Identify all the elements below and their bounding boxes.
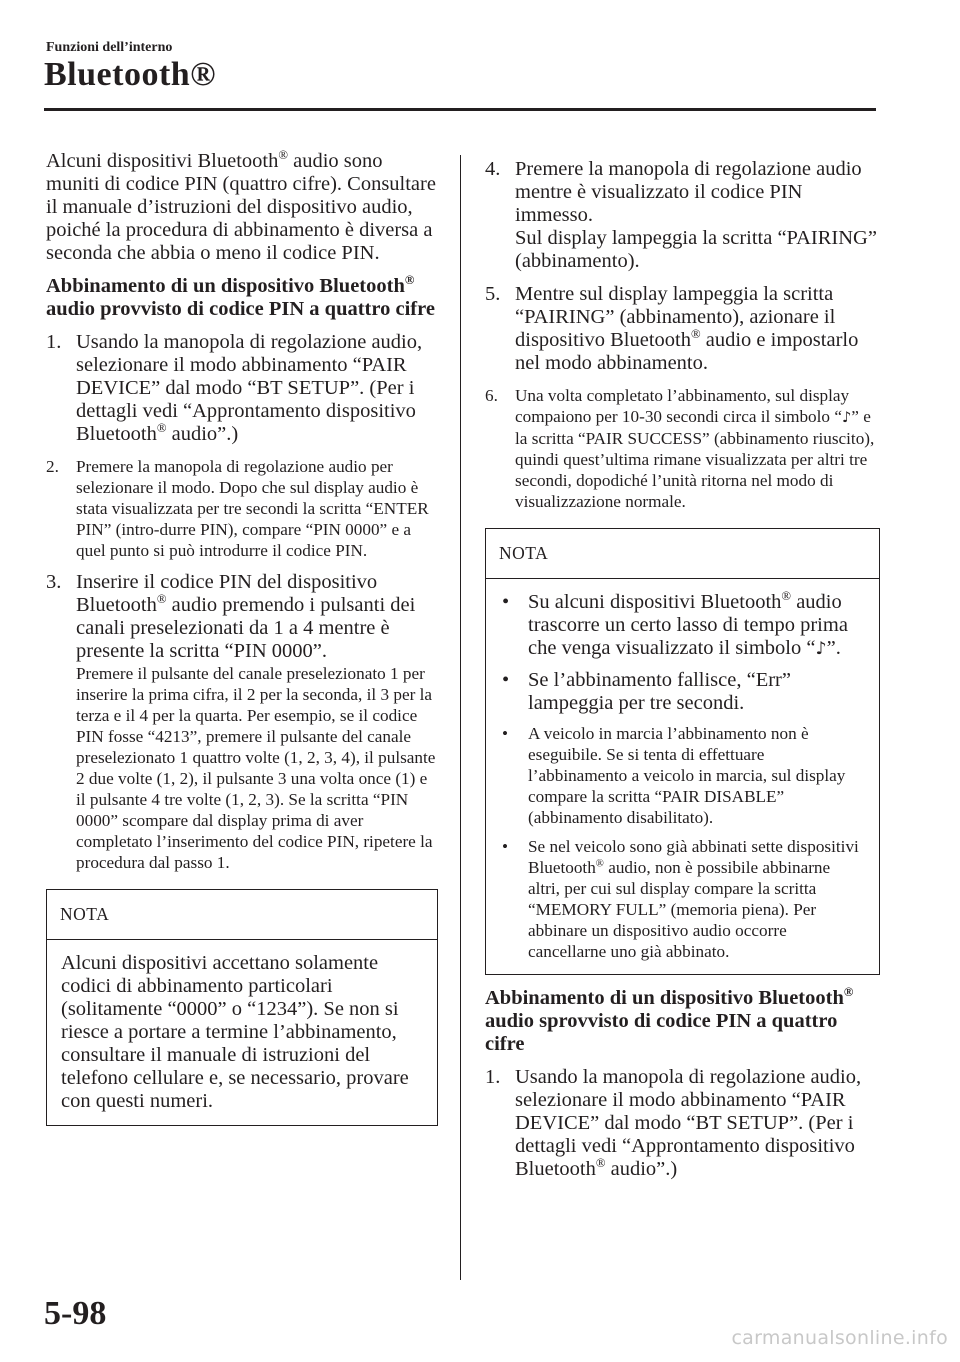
right-column bbox=[485, 150, 880, 1181]
page-title: Bluetooth® bbox=[44, 56, 217, 93]
registered-mark: ® bbox=[781, 589, 792, 604]
note-title: NOTA bbox=[486, 529, 879, 579]
bullet-icon: • bbox=[502, 837, 509, 856]
title-rule bbox=[44, 108, 876, 111]
step-number: 1. bbox=[46, 331, 62, 353]
step-2: 2. Premere la manopola di regolazione audio per selezionare il modo. Dopo che sul display audio è stata visualizzata per tre secondi la scritta “ENTER PIN” (intro-durre PIN), compare “PIN 0000” e a quel punto si può introdurre il codice PIN. bbox=[46, 457, 429, 560]
step-number: 1. bbox=[485, 1066, 501, 1088]
step-number: 2. bbox=[46, 457, 59, 476]
column-divider bbox=[460, 155, 461, 1280]
bullet-icon: • bbox=[502, 724, 509, 743]
bullet-icon: • bbox=[502, 669, 510, 691]
step-number: 6. bbox=[485, 386, 498, 405]
page-number: 5-98 bbox=[44, 1295, 107, 1332]
registered-mark: ® bbox=[404, 273, 415, 288]
music-note-icon: ♪ bbox=[815, 639, 827, 659]
music-note-icon: ♪ bbox=[841, 409, 852, 426]
watermark: carmanualsonline.info bbox=[731, 1327, 948, 1349]
step-4: 4. Premere la manopola di regolazione audio mentre è visualizzato il codice PIN immesso. Sul display lampeggia la scritta “PAIRING” (abbinamento). bbox=[485, 158, 877, 272]
section-heading-with-pin: Abbinamento di un dispositivo Bluetooth® audio provvisto di codice PIN a quattro cifre bbox=[46, 273, 435, 320]
step-number: 5. bbox=[485, 283, 501, 305]
step-1-no-pin: 1. Usando la manopola di regolazione audio, selezionare il modo abbinamento “PAIR DEVICE” dal modo “BT SETUP”. (Per i dettagli vedi “Approntamento dispositivo Bluetooth® audio”.) bbox=[485, 1066, 862, 1180]
note-bullet: • Su alcuni dispositivi Bluetooth® audio trascorre un certo lasso di tempo prima che venga visualizzato il simbolo “♪”. bbox=[502, 589, 848, 659]
note-text: Alcuni dispositivi accettano solamente codici di abbinamento particolari (solitamente “0000” o “1234”). Se non si riesce a portare a termine l’abbinamento, consultare il manuale di istruzioni del telefono cellulare e, se necessario, provare con questi numeri. bbox=[61, 952, 409, 1112]
registered-mark: ® bbox=[278, 148, 288, 163]
registered-mark: ® bbox=[156, 592, 167, 607]
note-bullet: • Se nel veicolo sono già abbinati sette dispositivi Bluetooth® audio, non è possibile abbinarne altri, per cui sul display compare la scritta “MEMORY FULL” (memoria piena). Per abbinare un dispositivo audio occorre cancellarne uno già abbinato. bbox=[502, 837, 859, 961]
registered-mark: ® bbox=[595, 1156, 606, 1171]
intro-paragraph: Alcuni dispositivi Bluetooth® audio sono muniti di codice PIN (quattro cifre). Consultare il manuale d’istruzioni del dispositivo audio, poiché la procedura di abbinamento è diversa a seconda che abbia o meno il codice PIN. bbox=[46, 148, 436, 264]
note-title: NOTA bbox=[47, 890, 437, 940]
registered-mark: ® bbox=[690, 327, 701, 342]
note-box-pin bbox=[46, 889, 438, 1126]
note-bullet: • Se l’abbinamento fallisce, “Err” lampeggia per tre secondi. bbox=[502, 669, 791, 714]
registered-mark: ® bbox=[595, 858, 604, 870]
step-3-detail: Premere il pulsante del canale preselezionato 1 per inserire la prima cifra, il 2 per la seconda, il 3 per la terza e il 4 per la quarta. Per esempio, se il codice PIN fosse “4213”, premere il pulsante del canale preselezionato 1 quattro volte (1, 2, 3, 4), il pulsante 2 due volte (1, 2), il pulsante 3 una volta once (1) e il pulsante 4 tre volte (1, 2, 3). Se la scritta “PIN 0000” scompare dal display prima di aver completato l’inserimento del codice PIN, ripetere la procedura dal passo 1. bbox=[76, 664, 436, 872]
bullet-icon: • bbox=[502, 591, 510, 613]
left-column bbox=[46, 150, 438, 1126]
step-1: 1. Usando la manopola di regolazione audio, selezionare il modo abbinamento “PAIR DEVICE” dal modo “BT SETUP”. (Per i dettagli vedi “Approntamento dispositivo Bluetooth® audio”.) bbox=[46, 331, 423, 445]
step-5: 5. Mentre sul display lampeggia la scritta “PAIRING” (abbinamento), azionare il dispositivo Bluetooth® audio e impostarlo nel modo abbinamento. bbox=[485, 283, 859, 374]
registered-mark: ® bbox=[843, 985, 854, 1000]
step-number: 4. bbox=[485, 158, 501, 180]
step-3: 3. Inserire il codice PIN del dispositivo Bluetooth® audio premendo i pulsanti dei canali preselezionati da 1 a 4 mentre è presente la scritta “PIN 0000”. Premere il pulsante del canale preselezionato 1 per inserire la prima cifra, il 2 per la seconda, il 3 per la terza e il 4 per la quarta. Per esempio, se il codice PIN fosse “4213”, premere il pulsante del canale preselezionato 1 quattro volte (1, 2, 3, 4), il pulsante 2 due volte (1, 2), il pulsante 3 una volta once (1) e il pulsante 4 tre volte (1, 2, 3). Se la scritta “PIN 0000” scompare dal display prima di aver completato l’inserimento del codice PIN, ripetere la procedura dal passo 1. bbox=[46, 571, 438, 873]
step-6: 6. Una volta completato l’abbinamento, sul display compaiono per 10-30 secondi circa il simbolo “♪” e la scritta “PAIR SUCCESS” (abbinamento riuscito), quindi quest’ultima rimane visualizzata per altri tre secondi, dopodiché l’unità ritorna nel modo di visualizzazione normale. bbox=[485, 386, 875, 511]
note-bullet: • A veicolo in marcia l’abbinamento non è eseguibile. Se si tenta di effettuare l’abbinamento a veicolo in marcia, sul display compare la scritta “PAIR DISABLE” (abbinamento disabilitato). bbox=[502, 724, 846, 827]
section-heading-without-pin: Abbinamento di un dispositivo Bluetooth® audio sprovvisto di codice PIN a quattro cifre bbox=[485, 985, 854, 1055]
registered-mark: ® bbox=[156, 421, 167, 436]
section-label: Funzioni dell’interno bbox=[46, 40, 173, 55]
step-number: 3. bbox=[46, 571, 62, 593]
note-box-pairing bbox=[485, 528, 880, 975]
